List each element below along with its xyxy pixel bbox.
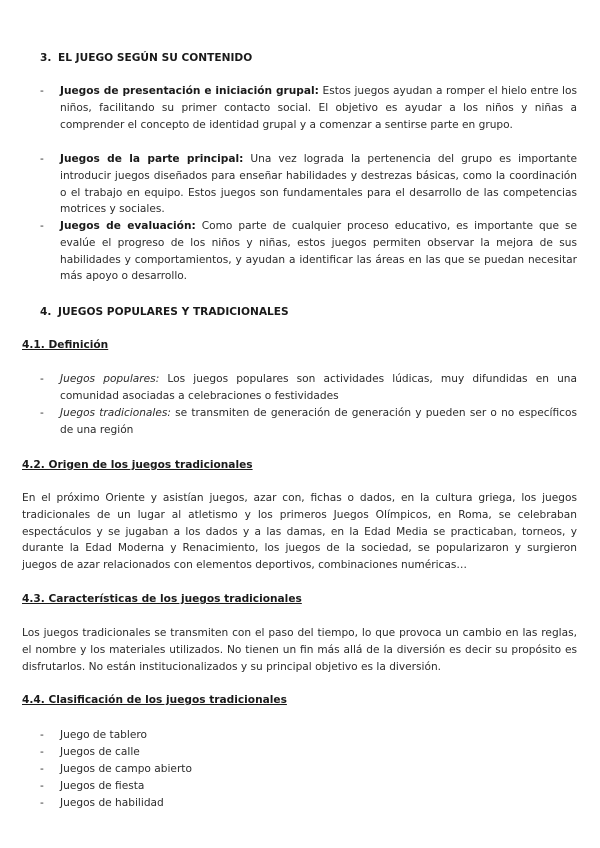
dash-bullet: - [40,85,44,97]
dash-bullet: - [40,407,44,419]
list-item-text [60,218,577,285]
subsection-4-2-heading: 4.2. Origen de los juegos tradicionales [22,459,253,471]
list-item-body: se transmiten de generación de generación y pueden ser o no específicos de una región [60,407,577,436]
dash-bullet: - [40,220,44,232]
dash-bullet: - [40,797,44,809]
list-item-text: Juegos de fiesta [60,780,145,792]
list-item-label: Juegos tradicionales: [60,407,171,419]
dash-bullet: - [40,763,44,775]
list-item-text: Juegos de calle [60,746,140,758]
list-item-text: Juegos de campo abierto [60,763,192,775]
list-item-text [60,405,577,439]
subsection-4-3-heading: 4.3. Características de los juegos tradicionales [22,593,302,605]
dash-bullet: - [40,746,44,758]
list-item-text [60,83,577,133]
origin-paragraph: En el próximo Oriente y asistían juegos, azar con, fichas o dados, en la cultura griega, los juegos tradicionales de un lugar al atletismo y los primeros Juegos Olímpicos, en Roma, se celebraban espectáculos y se jugaban a los dados y a las damas, en la Edad Media se practicaban, torneos, y durante la Edad Moderna y Renacimiento, los juegos de la sociedad, se popularizaron y surgieron juegos de azar relacionados con elementos deportivos, combinaciones numéricas… [22,492,577,572]
dash-bullet: - [40,153,44,165]
list-item-text: Juegos de habilidad [60,797,164,809]
list-item-text: Juego de tablero [60,729,147,741]
section-3-number: 3. [40,52,52,64]
list-item-text [60,151,577,218]
characteristics-paragraph: Los juegos tradicionales se transmiten con el paso del tiempo, lo que provoca un cambio en las reglas, el nombre y los materiales utilizados. No tienen un fin más allá de la diversión es decir su propósito es disfrutarlos. No están institucionalizados y su principal objetivo es la diversión. [22,627,577,673]
section-4-title: JUEGOS POPULARES Y TRADICIONALES [58,306,289,318]
list-item-body: Los juegos populares son actividades lúdicas, muy difundidas en una comunidad asociadas a celebraciones o festividades [60,373,577,402]
list-item-label: Juegos populares: [60,373,160,385]
section-3-title: EL JUEGO SEGÚN SU CONTENIDO [58,52,253,64]
list-item-body: Una vez lograda la pertenencia del grupo es importante introducir juegos diseñados para enseñar habilidades y destrezas básicas, como la coordinación o el trabajo en equipo. Estos juegos son fundamentales para el desarrollo de las competencias motrices y sociales. [60,153,577,216]
list-item-body: Estos juegos ayudan a romper el hielo entre los niños, facilitando su primer contacto social. El objetivo es ayudar a los niños y niñas a comprender el concepto de identidad grupal y a comenzar a sentirse parte en grupo. [60,85,577,131]
subsection-4-4-heading: 4.4. Clasificación de los juegos tradicionales [22,694,287,706]
list-item-text [60,371,577,405]
list-item-label: Juegos de presentación e iniciación grupal: [60,85,319,97]
section-4-heading [40,304,289,321]
dash-bullet: - [40,780,44,792]
dash-bullet: - [40,729,44,741]
list-item-label: Juegos de la parte principal: [60,153,244,165]
section-4-number: 4. [40,306,52,318]
list-item-body: Como parte de cualquier proceso educativo, es importante que se evalúe el progreso de los niños y niñas, estos juegos permiten observar la mejora de sus habilidades y comportamientos, y ayudan a identificar las áreas en las que se puedan necesitar más apoyo o desarrollo. [60,220,577,283]
section-3-heading [40,50,252,67]
dash-bullet: - [40,373,44,385]
list-item-label: Juegos de evaluación: [60,220,196,232]
subsection-4-1-heading: 4.1. Definición [22,339,109,351]
